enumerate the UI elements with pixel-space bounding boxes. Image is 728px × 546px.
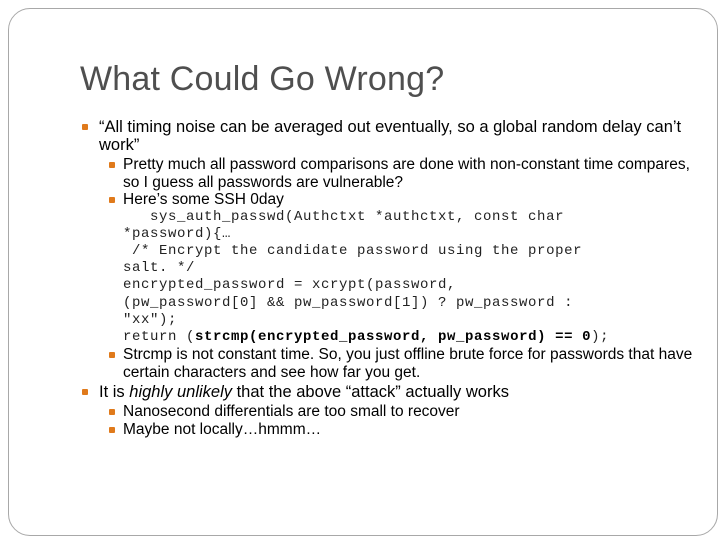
bullet-text: Pretty much all password comparisons are done with non-constant time compares, so I guess all passwords are vulnerable? <box>123 156 690 191</box>
subbullet-password-compares <box>80 156 700 191</box>
code-line: (pw_password[0] && pw_password[1]) ? pw_password : <box>123 294 574 311</box>
code-return-end: ); <box>591 328 610 345</box>
bullet-text-post: that the above “attack” actually works <box>232 383 509 402</box>
bullet-marker <box>109 162 115 168</box>
bullet-text: Here’s some SSH 0day <box>123 191 284 208</box>
slide-title: What Could Go Wrong? <box>80 60 445 98</box>
code-line: salt. */ <box>123 260 196 277</box>
subbullet-strcmp <box>80 346 700 381</box>
code-snippet <box>123 209 700 347</box>
bullet-timing-noise <box>80 118 700 154</box>
bullet-marker <box>82 124 88 130</box>
bullet-text: Nanosecond differentials are too small to recover <box>123 403 460 421</box>
code-line: sys_auth_passwd(Authctxt *authctxt, const char <box>123 208 565 225</box>
bullet-marker <box>109 197 115 203</box>
subbullet-ssh-0day <box>80 191 700 346</box>
bullet-marker <box>109 427 115 433</box>
code-line-return <box>123 329 700 346</box>
code-line: "xx"); <box>123 311 178 328</box>
code-line: *password){… <box>123 225 232 242</box>
bullet-text: Strcmp is not constant time. So, you just offline brute force for passwords that have certain characters and see how far you get. <box>123 346 693 381</box>
bullet-text: “All timing noise can be averaged out eventually, so a global random delay can’t work” <box>99 118 682 154</box>
bullet-text-emphasis: highly unlikely <box>129 383 232 402</box>
bullet-marker <box>109 352 115 358</box>
bullet-text: Maybe not locally…hmmm… <box>123 420 322 438</box>
slide-body <box>80 118 700 438</box>
subbullet-nanosecond <box>80 403 700 421</box>
bullet-marker <box>109 409 115 415</box>
code-line: /* Encrypt the candidate password using the proper <box>123 242 583 259</box>
bullet-highly-unlikely <box>80 383 700 401</box>
subbullet-maybe-locally <box>80 421 700 439</box>
code-strcmp-bold: strcmp(encrypted_password, pw_password) == 0 <box>195 328 592 345</box>
bullet-text-pre: It is <box>99 383 130 402</box>
code-line: encrypted_password = xcrypt(password, <box>123 277 457 294</box>
code-return: return ( <box>123 328 196 345</box>
bullet-marker <box>82 389 88 395</box>
